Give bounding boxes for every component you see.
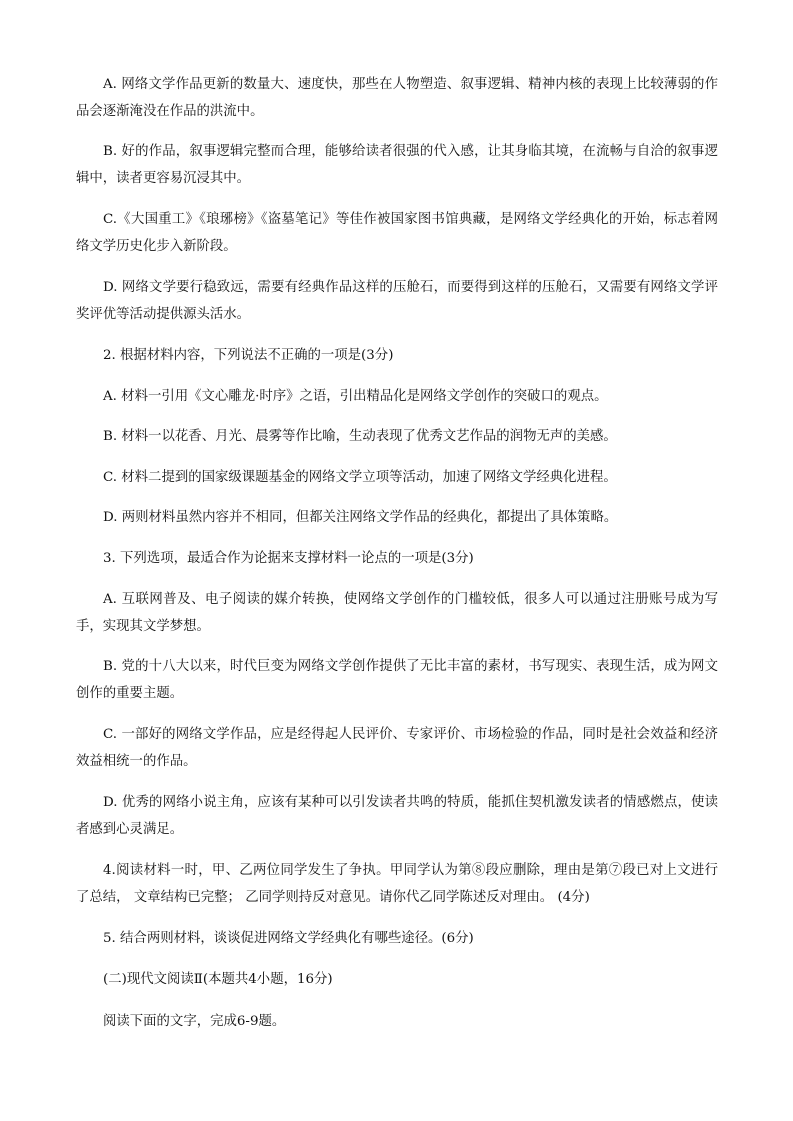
question-3: 3. 下列选项，最适合作为论据来支撑材料一论点的一项是(3分) — [103, 551, 474, 566]
question-3-option-b: B. 党的十八大以来，时代巨变为网络文学创作提供了无比丰富的素材，书写现实、表现生活，成为网文创作的重要主题。 — [76, 659, 718, 701]
reading-instruction: 阅读下面的文字，完成6-9题。 — [103, 1014, 286, 1029]
option-b-paragraph: B. 好的作品，叙事逻辑完整而合理，能够给读者很强的代入感，让其身临其境，在流畅与自洽的叙事逻辑中，读者更容易沉浸其中。 — [76, 144, 718, 186]
question-3-option-a: A. 互联网普及、电子阅读的媒介转换，使网络文学创作的门槛较低，很多人可以通过注册账号成为写手，实现其文学梦想。 — [76, 592, 718, 634]
question-2: 2. 根据材料内容，下列说法不正确的一项是(3分) — [103, 348, 394, 363]
question-3-option-d: D. 优秀的网络小说主角，应该有某种可以引发读者共鸣的特质，能抓住契机激发读者的情感燃点，使读者感到心灵满足。 — [76, 795, 718, 837]
question-2-option-b: B. 材料一以花香、月光、晨雾等作比喻，生动表现了优秀文艺作品的润物无声的美感。 — [103, 429, 617, 444]
option-a-paragraph: A. 网络文学作品更新的数量大、速度快，那些在人物塑造、叙事逻辑、精神内核的表现上比较薄弱的作品会逐渐淹没在作品的洪流中。 — [76, 77, 718, 119]
option-c-paragraph: C.《大国重工》《琅琊榜》《盗墓笔记》等佳作被国家图书馆典藏，是网络文学经典化的开始，标志着网络文学历史化步入新阶段。 — [76, 212, 718, 254]
question-4: 4.阅读材料一时，甲、乙两位同学发生了争执。甲同学认为第⑧段应删除，理由是第⑦段已对上文进行了总结， 文章结构已完整； 乙同学则持反对意见。请你代乙同学陈述反对理由。 (4分) — [76, 863, 718, 905]
question-3-option-c: C. 一部好的网络文学作品，应是经得起人民评价、专家评价、市场检验的作品，同时是社会效益和经济效益相统一的作品。 — [76, 727, 718, 769]
question-2-option-c: C. 材料二提到的国家级课题基金的网络文学立项等活动，加速了网络文学经典化进程。 — [103, 470, 617, 485]
question-5: 5. 结合两则材料，谈谈促进网络文学经典化有哪些途径。(6分) — [103, 931, 474, 946]
option-d-paragraph: D. 网络文学要行稳致远，需要有经典作品这样的压舱石，而要得到这样的压舱石，又需要有网络文学评奖评优等活动提供源头活水。 — [76, 280, 718, 322]
section-heading: (二)现代文阅读Ⅱ(本题共4小题，16分) — [103, 972, 333, 987]
question-2-option-d: D. 两则材料虽然内容并不相同，但都关注网络文学作品的经典化，都提出了具体策略。 — [103, 510, 618, 525]
question-2-option-a: A. 材料一引用《文心雕龙·时序》之语，引出精品化是网络文学创作的突破口的观点。 — [103, 389, 608, 404]
